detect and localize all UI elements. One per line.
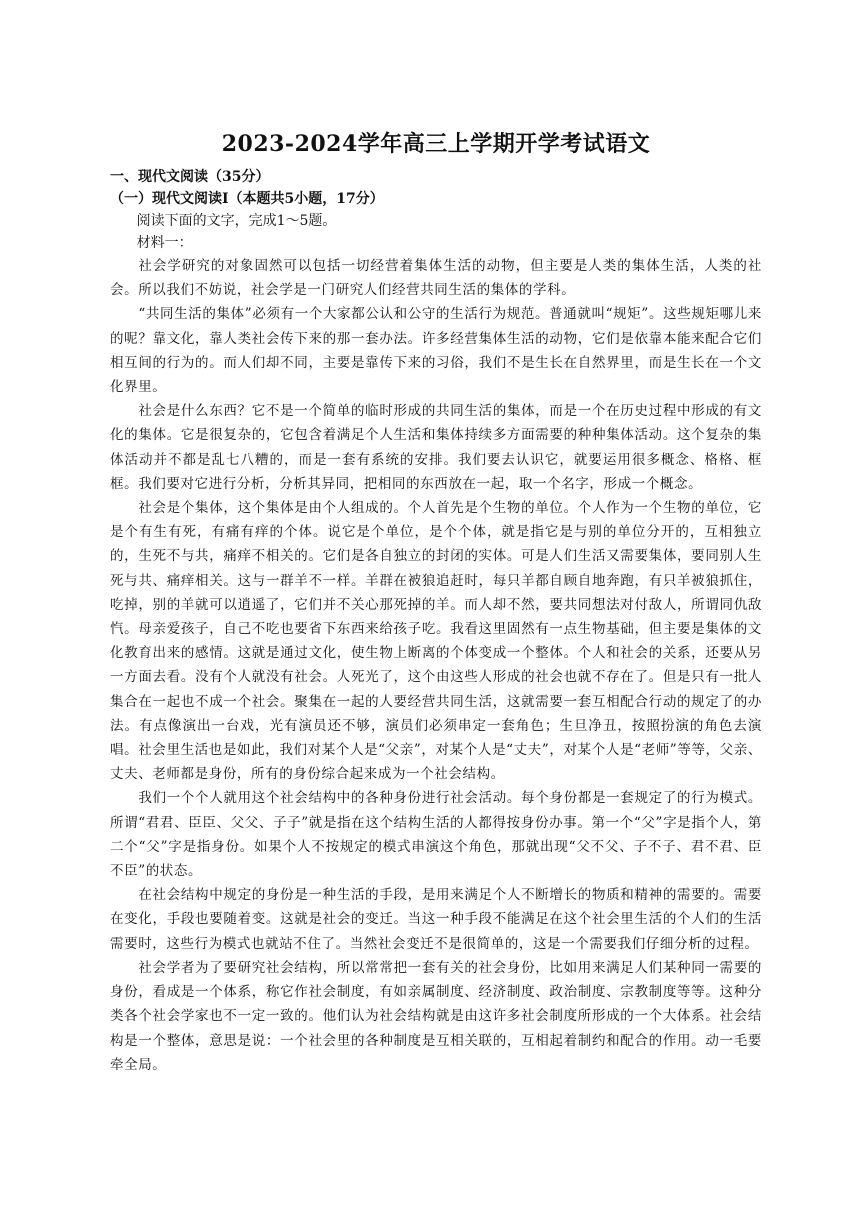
paragraph: 社会是什么东西？它不是一个简单的临时形成的共同生活的集体，而是一个在历史过程中形成的有文化的集体。它是很复杂的，它包含着满足个人生活和集体持续多方面需要的种种集体活动。这个复杂的集体活动并不都是乱七八糟的，而是一套有系统的安排。我们要去认识它，就要运用很多概念、格格、框框。我们要对它进行分析，分析其异同，把相同的东西放在一起，取一个名字，形成一个概念。 [110,403,762,492]
material-label: 材料一： [136,235,193,251]
paragraph: 社会学者为了要研究社会结构，所以常常把一套有关的社会身份，比如用来满足人们某种同一需要的身份，看成是一个体系，称它作社会制度，有如亲属制度、经济制度、政治制度、宗教制度等等。这种分类各个社会学家也不一定一致的。他们认为社会结构就是由这许多社会制度所形成的一个大体系。社会结构是一个整体，意思是说：一个社会里的各种制度是互相关联的，互相起着制约和配合的作用。动一毛要牵全局。 [110,959,762,1073]
exam-title: 2023-2024学年高三上学期开学考试语文 [221,131,651,157]
paragraph: 我们一个个人就用这个社会结构中的各种身份进行社会活动。每个身份都是一套规定了的行为模式。所谓“君君、臣臣、父父、子子”就是指在这个结构生活的人都得按身份办事。第一个“父”字是指个人，第二个“父”字是指身份。如果个人不按规定的模式串演这个角色，那就出现“父不父、子不子、君不君、臣不臣”的状态。 [110,790,762,880]
paragraph: 在社会结构中规定的身份是一种生活的手段，是用来满足个人不断增长的物质和精神的需要的。需要在变化，手段也要随着变。这就是社会的变迁。当这一种手段不能满足在这个社会里生活的个人们的生活需要时，这些行为模式也就站不住了。当然社会变迁不是很简单的，这是一个需要我们仔细分析的过程。 [110,887,762,952]
section-heading: 一、现代文阅读（35分） [110,169,270,185]
exam-page [110,128,762,1077]
reading-instruction: 阅读下面的文字，完成1～5题。 [136,213,337,229]
material-one-body [110,254,762,1077]
paragraph: 社会学研究的对象固然可以包括一切经营着集体生活的动物，但主要是人类的集体生活，人类的社会。所以我们不妨说，社会学是一门研究人们经营共同生活的集体的学科。 [110,258,762,299]
subsection-heading: （一）现代文阅读Ⅰ（本题共5小题，17分） [110,191,384,207]
paragraph: “共同生活的集体”必须有一个大家都公认和公守的生活行为规范。普通就叫“规矩”。这些规矩哪儿来的呢？靠文化，靠人类社会传下来的那一套办法。许多经营集体生活的动物，它们是依靠本能来配合它们相互间的行为的。而人们却不同，主要是靠传下来的习俗，我们不是生长在自然界里，而是生长在一个文化界里。 [110,306,762,396]
paragraph: 社会是个集体，这个集体是由个人组成的。个人首先是个生物的单位。个人作为一个生物的单位，它是个有生有死，有痛有痒的个体。说它是个单位，是个个体，就是指它是与别的单位分开的，互相独立的，生死不与共，痛痒不相关的。它们是各自独立的封闭的实体。可是人们生活又需要集体，要同别人生死与共、痛痒相关。这与一群羊不一样。羊群在被狼追赶时，每只羊都自顾自地奔跑，有只羊被狼抓住，吃掉，别的羊就可以逍遥了，它们并不关心那死掉的羊。而人却不然，要共同想法对付敌人，所谓同仇敌忾。母亲爱孩子，自己不吃也要省下东西来给孩子吃。我看这里固然有一点生物基础，但主要是集体的文化教育出来的感情。这就是通过文化，使生物上断离的个体变成一个整体。个人和社会的关系，还要从另一方面去看。没有个人就没有社会。人死光了，这个由这些人形成的社会也就不存在了。但是只有一批人集合在一起也不成一个社会。聚集在一起的人要经营共同生活，这就需要一套互相配合行动的规定了的办法。有点像演出一台戏，光有演员还不够，演员们必须串定一套角色；生旦净丑，按照扮演的角色去演唱。社会里生活也是如此，我们对某个人是“父亲”，对某个人是“丈夫”，对某个人是“老师”等等，父亲、丈夫、老师都是身份，所有的身份综合起来成为一个社会结构。 [110,500,762,783]
